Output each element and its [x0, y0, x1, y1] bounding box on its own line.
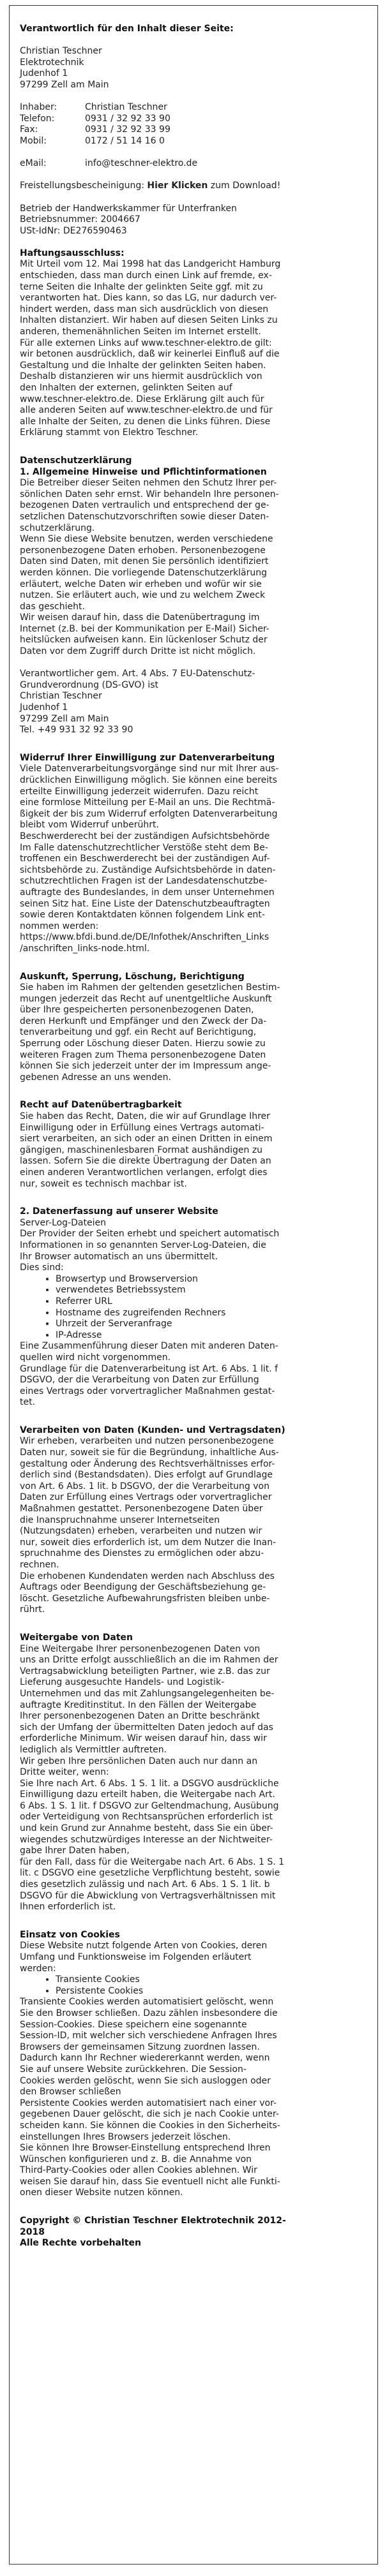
address-line: Judenhof 1 — [20, 68, 68, 79]
copyright-block — [20, 2216, 370, 2249]
verantwortlicher-line: Grundverordnung (DS-GVO) ist — [20, 679, 158, 690]
list-item: • Transiente Cookies — [56, 1974, 370, 1986]
cookies-text: Diese Website nutzt folgende Arten von Cookies, deren Umfang und Funktionsweise im Folgenden erläutert werden: — [20, 1941, 268, 1974]
cookies-text-2: Transiente Cookies werden automatisiert gelöscht, wenn Sie den Browser schließen. Dazu zählen insbesondere die Session-Cookies. Diese speichern eine sogenannte Session-ID, mit welcher sich verschiedene Anfragen Ihres Browsers der gemeinsamen Sitzung zuordnen lassen. Dadurch kann Ihr Rechner wiedererkannt werden, wenn Sie auf unsere Website zurückkehren. Die Session- Cookies werden gelöscht, wenn Sie sich ausloggen oder den Browser schließen Persistente Cookies werden automatisiert nach einer vor- gegebenen Dauer gelöscht, die sich je nach Cookie unter- scheiden kann. Sie können die Cookies in den Sicherheits- einstellungen Ihres Browsers jederzeit löschen. Sie können Ihre Browser-Einstellung entsprechend Ihren Wünschen konfigurieren und z. B. die Annahme von Third-Party-Cookies oder allen Cookies ablehnen. Wir weisen Sie darauf hin, dass Sie eventuell nicht alle Funkti- onen dieser Website nutzen können. — [20, 1997, 280, 2198]
widerruf-text: Viele Datenverarbeitungsvorgänge sind nur mit Ihrer aus- drücklichen Einwilligung möglich. Sie können eine bereits erteilte Einwilligung jederzeit widerrufen. Dazu reicht eine formlose Mitteilung per E-Mail an uns. Die Rechtmä- ßigkeit der bis zum Widerruf erfolgten Datenverarbeitung bleibt vom Widerruf unberührt. Beschwerderecht bei der zuständigen Aufsichtsbehörde Im Falle datenschutzrechtlicher Verstöße steht dem Be- troffenen ein Beschwerderecht bei der zuständigen Auf- sichtsbehörde zu. Zuständige Aufsichtsbehörde in daten- schutzrechtlichen Fragen ist der Landesdatenschutzbe- auftragte des Bundeslandes, in dem unser Unternehmen seinen Sitz hat. Eine Liste der Datenschutzbeauftragten sowie deren Kontaktdaten können folgendem Link ent- nommen werden: https://www.bfdi.bund.de/DE/Infothek/Anschriften_Links /anschriften_links-node.html. — [20, 764, 279, 954]
contact-row — [20, 136, 370, 147]
verantwortlicher-line: Verantwortlicher gem. Art. 4 Abs. 7 EU-Datenschutz- — [20, 669, 255, 679]
address-line: Christian Teschner — [20, 46, 102, 57]
betrieb-block — [20, 204, 370, 237]
email-link[interactable]: info@teschner-elektro.de — [85, 158, 198, 169]
download-link[interactable]: Hier Klicken — [147, 181, 208, 191]
contact-value: Christian Teschner — [85, 102, 167, 113]
email-label: eMail: — [20, 158, 47, 169]
betriebsnummer: Betriebsnummer: 2004667 — [20, 214, 140, 225]
contact-label: Inhaber: — [20, 102, 57, 113]
ust-id: USt-IdNr: DE276590463 — [20, 225, 127, 236]
list-item: • Referrer URL — [56, 1296, 370, 1308]
list-item: • Browsertyp und Browserversion — [56, 1274, 370, 1285]
contact-row — [20, 124, 370, 136]
datenschutz-text: Die Betreiber dieser Seiten nehmen den Schutz Ihrer per- sönlichen Daten sehr ernst. Wir behandeln Ihre personen- bezogenen Daten vertraulich und entsprechend der ge- setzlichen Datenschutzvorschriften sowie dieser Daten- schutzerklärung. Wenn Sie diese Website benutzen, werden verschiedene personenbezogene Daten erhoben. Personenbezogene Daten sind Daten, mit denen Sie persönlich identifiziert werden können. Die vorliegende Datenschutzerklärung erläutert, welche Daten wir erheben und wofür wir sie nutzen. Sie erläutert auch, wie und zu welchem Zweck das geschieht. Wir weisen darauf hin, dass die Datenübertragung im Internet (z.B. bei der Kommunikation per E-Mail) Sicher- heitslücken aufweisen kann. Ein lückenloser Schutz der Daten vor dem Zugriff durch Dritte ist nicht möglich. — [20, 478, 279, 657]
contact-label: Fax: — [20, 124, 38, 135]
section-heading-datenschutz: Datenschutzerklärung — [20, 455, 132, 466]
recht-text: Sie haben das Recht, Daten, die wir auf Grundlage Ihrer Einwilligung oder in Erfüllung eines Vertrags automati- siert verarbeiten, an sich oder an einen Dritten in einem gängigen, maschinenlesbaren Format aushändigen zu lassen. Sofern Sie die direkte Übertragung der Daten an einen anderen Verantwortlichen verlangen, erfolgt dies nur, soweit es technisch machbar ist. — [20, 1111, 273, 1189]
haftung-text: Mit Urteil vom 12. Mai 1998 hat das Landgericht Hamburg entschieden, dass man durch einen Link auf fremde, ex- terne Seiten die Inhalte der gelinkten Seite ggf. mit zu verantworten hat. Dies kann, so das LG, nur dadurch ver- hindert werden, dass man sich ausdrücklich von diesen Inhalten distanziert. Wir haben auf diesen Seiten Links zu anderen, themenähnlichen Seiten im Internet erstellt. Für alle externen Links auf www.teschner-elektro.de gilt: wir betonen ausdrücklich, daß wir keinerlei Einfluß auf die Gestaltung und die Inhalte der gelinkten Seiten haben. Deshalb distanzieren wir uns hiermit ausdrücklich von den Inhalten der externen, gelinkten Seiten auf www.teschner-elektro.de. Diese Erklärung gilt auch für alle anderen Seiten auf www.teschner-elektro.de und für alle Inhalte der Seiten, zu denen die Links führen. Diese Erklärung stammt von Elektro Teschner. — [20, 259, 281, 438]
contact-table — [20, 102, 370, 147]
section-heading-weitergabe: Weitergabe von Daten — [20, 1632, 133, 1643]
section-heading-cookies: Einsatz von Cookies — [20, 1929, 120, 1940]
address-block — [20, 46, 370, 91]
list-item: • Hostname des zugreifenden Rechners — [56, 1308, 370, 1319]
betrieb-line: Betrieb der Handwerkskammer für Unterfranken — [20, 203, 237, 214]
list-item: • verwendetes Betriebssystem — [56, 1285, 370, 1296]
copyright-line: Copyright © Christian Teschner Elektrotechnik 2012- — [20, 2216, 286, 2226]
contact-label: Mobil: — [20, 135, 47, 146]
email-row — [20, 158, 370, 170]
content-frame — [9, 5, 378, 2565]
freistellung-suffix: zum Download! — [208, 181, 281, 191]
impressum-content — [20, 24, 370, 2249]
address-line: Elektrotechnik — [20, 57, 84, 68]
verantwortlicher-line: Christian Teschner — [20, 691, 102, 702]
cookie-types-list — [20, 1974, 370, 1997]
section-heading-auskunft: Auskunft, Sperrung, Löschung, Berichtigung — [20, 971, 245, 982]
section-heading-haftung: Haftungsausschluss: — [20, 248, 125, 258]
contact-label: Telefon: — [20, 113, 55, 124]
page-title: Verantwortlich für den Inhalt dieser Seite: — [20, 24, 234, 34]
section-heading-verarbeiten: Verarbeiten von Daten (Kunden- und Vertragsdaten) — [20, 1425, 285, 1435]
section-subheading-allgemein: 1. Allgemeine Hinweise und Pflichtinformationen — [20, 466, 267, 477]
weitergabe-text: Eine Weitergabe Ihrer personenbezogenen Daten von uns an Dritte erfolgt ausschließlich an die im Rahmen der Vertragsabwicklung beteiligten Partner, wie z.B. das zur Lieferung ausgesuchte Handels- und Logistik- Unternehmen und das mit Zahlungsangelegenheiten be- auftragte Kreditinstitut. In den Fällen der Weitergabe Ihrer personenbezogenen Daten an Dritte beschränkt sich der Umfang der übermittelten Daten jedoch auf das erforderliche Minimum. Wir weisen darauf hin, dass wir lediglich als Vermittler auftreten. Wir geben Ihre persönlichen Daten auch nur dann an Dritte weiter, wenn: Sie Ihre nach Art. 6 Abs. 1 S. 1 lit. a DSGVO ausdrückliche Einwilligung dazu erteilt haben, die Weitergabe nach Art. 6 Abs. 1 S. 1 lit. f DSGVO zur Geltendmachung, Ausübung oder Verteidigung von Rechtsansprüchen erforderlich ist und kein Grund zur Annahme besteht, dass Sie ein über- wiegendes schutzwürdiges Interesse an der Nichtweiter- gabe Ihrer Daten haben, für den Fall, dass für die Weitergabe nach Art. 6 Abs. 1 S. 1 lit. c DSGVO eine gesetzliche Verpflichtung besteht, sowie dies gesetzlich zulässig und nach Art. 6 Abs. 1 S. 1 lit. b DSGVO für die Abwicklung von Vertragsverhältnissen mit Ihnen erforderlich ist. — [20, 1643, 285, 1913]
erfassung-text-2: Eine Zusammenführung dieser Daten mit anderen Daten- quellen wird nicht vorgenommen. Grundlage für die Datenverarbeitung ist Art. 6 Abs. 1 lit. f DSGVO, der die Verarbeitung von Daten zur Erfüllung eines Vertrags oder vorvertraglicher Maßnahmen gestat- tet. — [20, 1341, 278, 1408]
verarbeiten-text: Wir erheben, verarbeiten und nutzen personenbezogene Daten nur, soweit sie für die Begründung, inhaltliche Aus- gestaltung oder Änderung des Rechtsverhältnisses erfor- derlich sind (Bestandsdaten). Dies erfolgt auf Grundlage von Art. 6 Abs. 1 lit. b DSGVO, der die Verarbeitung von Daten zur Erfüllung eines Vertrags oder vorvertraglicher Maßnahmen gestattet. Personenbezogene Daten über die Inanspruchnahme unserer Internetseiten (Nutzungsdaten) erheben, verarbeiten und nutzen wir nur, soweit dies erforderlich ist, um dem Nutzer die Inan- spruchnahme des Dienstes zu ermöglichen oder abzu- rechnen. Die erhobenen Kundendaten werden nach Abschluss des Auftrags oder Beendigung der Geschäftsbeziehung ge- löscht. Gesetzliche Aufbewahrungsfristen bleiben unbe- rührt. — [20, 1436, 279, 1615]
contact-row — [20, 114, 370, 125]
contact-value: 0172 / 51 14 16 0 — [85, 135, 165, 146]
copyright-line: 2018 — [20, 2226, 45, 2237]
list-item: • Persistente Cookies — [56, 1986, 370, 1997]
section-heading-widerruf: Widerruf Ihrer Einwilligung zur Datenverarbeitung — [20, 752, 275, 763]
auskunft-text: Sie haben im Rahmen der geltenden gesetzlichen Bestim- mungen jederzeit das Recht auf unentgeltliche Auskunft über Ihre gespeicherten personenbezogenen Daten, deren Herkunft und Empfänger und den Zweck der Da- tenverarbeitung und ggf. ein Recht auf Berichtigung, Sperrung oder Löschung dieser Daten. Hierzu sowie zu weiteren Fragen zum Thema personenbezogene Daten können Sie sich jederzeit unter der im Impressum ange- gebenen Adresse an uns wenden. — [20, 982, 280, 1083]
address-line: 97299 Zell am Main — [20, 79, 109, 90]
verantwortlicher-line: Tel. +49 931 32 92 33 90 — [20, 725, 133, 736]
verantwortlicher-line: Judenhof 1 — [20, 702, 68, 713]
section-heading-recht: Recht auf Datenübertragbarkeit — [20, 1100, 182, 1111]
log-data-list — [20, 1274, 370, 1342]
contact-value: 0931 / 32 92 33 99 — [85, 124, 171, 135]
verantwortlicher-line: 97299 Zell am Main — [20, 713, 109, 724]
section-heading-erfassung: 2. Datenerfassung auf unserer Website — [20, 1206, 218, 1217]
list-item: • IP-Adresse — [56, 1330, 370, 1342]
contact-row — [20, 102, 370, 114]
list-item: • Uhrzeit der Serveranfrage — [56, 1319, 370, 1330]
freistellung-label: Freistellungsbescheinigung: — [20, 181, 148, 191]
erfassung-text: Server-Log-Dateien Der Provider der Seiten erhebt und speichert automatisch Informationen in so genannten Server-Log-Dateien, die Ihr Browser automatisch an uns übermittelt. Dies sind: — [20, 1217, 280, 1273]
verantwortlicher-block — [20, 669, 370, 736]
contact-value: 0931 / 32 92 33 90 — [85, 113, 171, 124]
freistellung-row — [20, 181, 370, 192]
rights-line: Alle Rechte vorbehalten — [20, 2238, 141, 2249]
